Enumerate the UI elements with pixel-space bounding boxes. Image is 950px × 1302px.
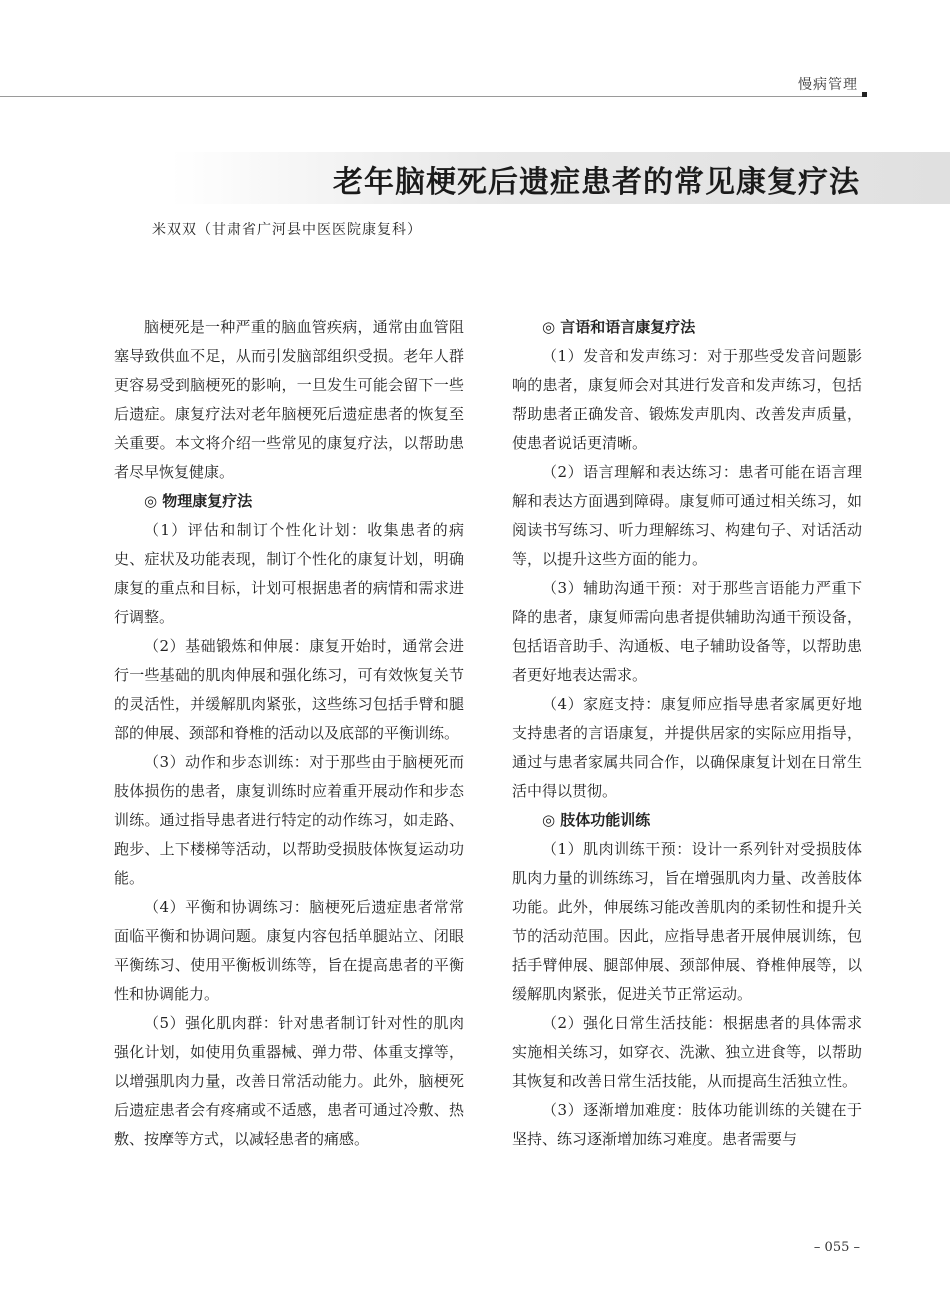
article-byline: 米双双（甘肃省广河县中医医院康复科） (152, 222, 422, 238)
section-heading: ◎ 物理康复疗法 (144, 492, 253, 510)
paragraph: （5）强化肌肉群：针对患者制订针对性的肌肉强化计划，如使用负重器械、弹力带、体重支撑等，以增强肌肉力量，改善日常活动能力。此外，脑梗死后遗症患者会有疼痛或不适感，患者可通过冷敷、热敷、按摩等方式，以减轻患者的痛感。 (114, 1014, 464, 1148)
left-column (114, 313, 464, 1154)
section-marker (862, 92, 867, 97)
article-title: 老年脑梗死后遗症患者的常见康复疗法 (333, 165, 860, 200)
paragraph: 脑梗死是一种严重的脑血管疾病，通常由血管阻塞导致供血不足，从而引发脑部组织受损。老年人群更容易受到脑梗死的影响，一旦发生可能会留下一些后遗症。康复疗法对老年脑梗死后遗症患者的恢复至关重要。本文将介绍一些常见的康复疗法，以帮助患者尽早恢复健康。 (114, 318, 464, 481)
header-rule (0, 96, 862, 97)
paragraph: （4）家庭支持：康复师应指导患者家属更好地支持患者的言语康复，并提供居家的实际应用指导，通过与患者家属共同合作，以确保康复计划在日常生活中得以贯彻。 (512, 695, 862, 800)
paragraph: （1）发音和发声练习：对于那些受发音问题影响的患者，康复师会对其进行发音和发声练习，包括帮助患者正确发音、锻炼发声肌肉、改善发声质量，使患者说话更清晰。 (512, 347, 862, 452)
paragraph: （2）语言理解和表达练习：患者可能在语言理解和表达方面遇到障碍。康复师可通过相关练习，如阅读书写练习、听力理解练习、构建句子、对话活动等，以提升这些方面的能力。 (512, 463, 862, 568)
paragraph: （1）评估和制订个性化计划：收集患者的病史、症状及功能表现，制订个性化的康复计划，明确康复的重点和目标，计划可根据患者的病情和需求进行调整。 (114, 521, 464, 626)
paragraph: （2）基础锻炼和伸展：康复开始时，通常会进行一些基础的肌肉伸展和强化练习，可有效恢复关节的灵活性，并缓解肌肉紧张，这些练习包括手臂和腿部的伸展、颈部和脊椎的活动以及底部的平衡训练。 (114, 637, 464, 742)
section-heading: ◎ 言语和语言康复疗法 (542, 318, 696, 336)
paragraph: （4）平衡和协调练习：脑梗死后遗症患者常常面临平衡和协调问题。康复内容包括单腿站立、闭眼平衡练习、使用平衡板训练等，旨在提高患者的平衡性和协调能力。 (114, 898, 464, 1003)
page-number: – 055 – (813, 1240, 860, 1255)
paragraph: （3）辅助沟通干预：对于那些言语能力严重下降的患者，康复师需向患者提供辅助沟通干预设备，包括语音助手、沟通板、电子辅助设备等，以帮助患者更好地表达需求。 (512, 579, 862, 684)
paragraph: （1）肌肉训练干预：设计一系列针对受损肢体肌肉力量的训练练习，旨在增强肌肉力量、改善肢体功能。此外，伸展练习能改善肌肉的柔韧性和提升关节的活动范围。因此，应指导患者开展伸展训练，包括手臂伸展、腿部伸展、颈部伸展、脊椎伸展等，以缓解肌肉紧张，促进关节正常运动。 (512, 840, 862, 1003)
right-column (512, 313, 862, 1154)
paragraph: （2）强化日常生活技能：根据患者的具体需求实施相关练习，如穿衣、洗漱、独立进食等，以帮助其恢复和改善日常生活技能，从而提高生活独立性。 (512, 1014, 862, 1090)
section-label: 慢病管理 (798, 77, 858, 93)
section-heading: ◎ 肢体功能训练 (542, 811, 651, 829)
paragraph: （3）动作和步态训练：对于那些由于脑梗死而肢体损伤的患者，康复训练时应着重开展动作和步态训练。通过指导患者进行特定的动作练习，如走路、跑步、上下楼梯等活动，以帮助受损肢体恢复运动功能。 (114, 753, 464, 887)
paragraph: （3）逐渐增加难度：肢体功能训练的关键在于坚持、练习逐渐增加练习难度。患者需要与 (512, 1101, 862, 1148)
